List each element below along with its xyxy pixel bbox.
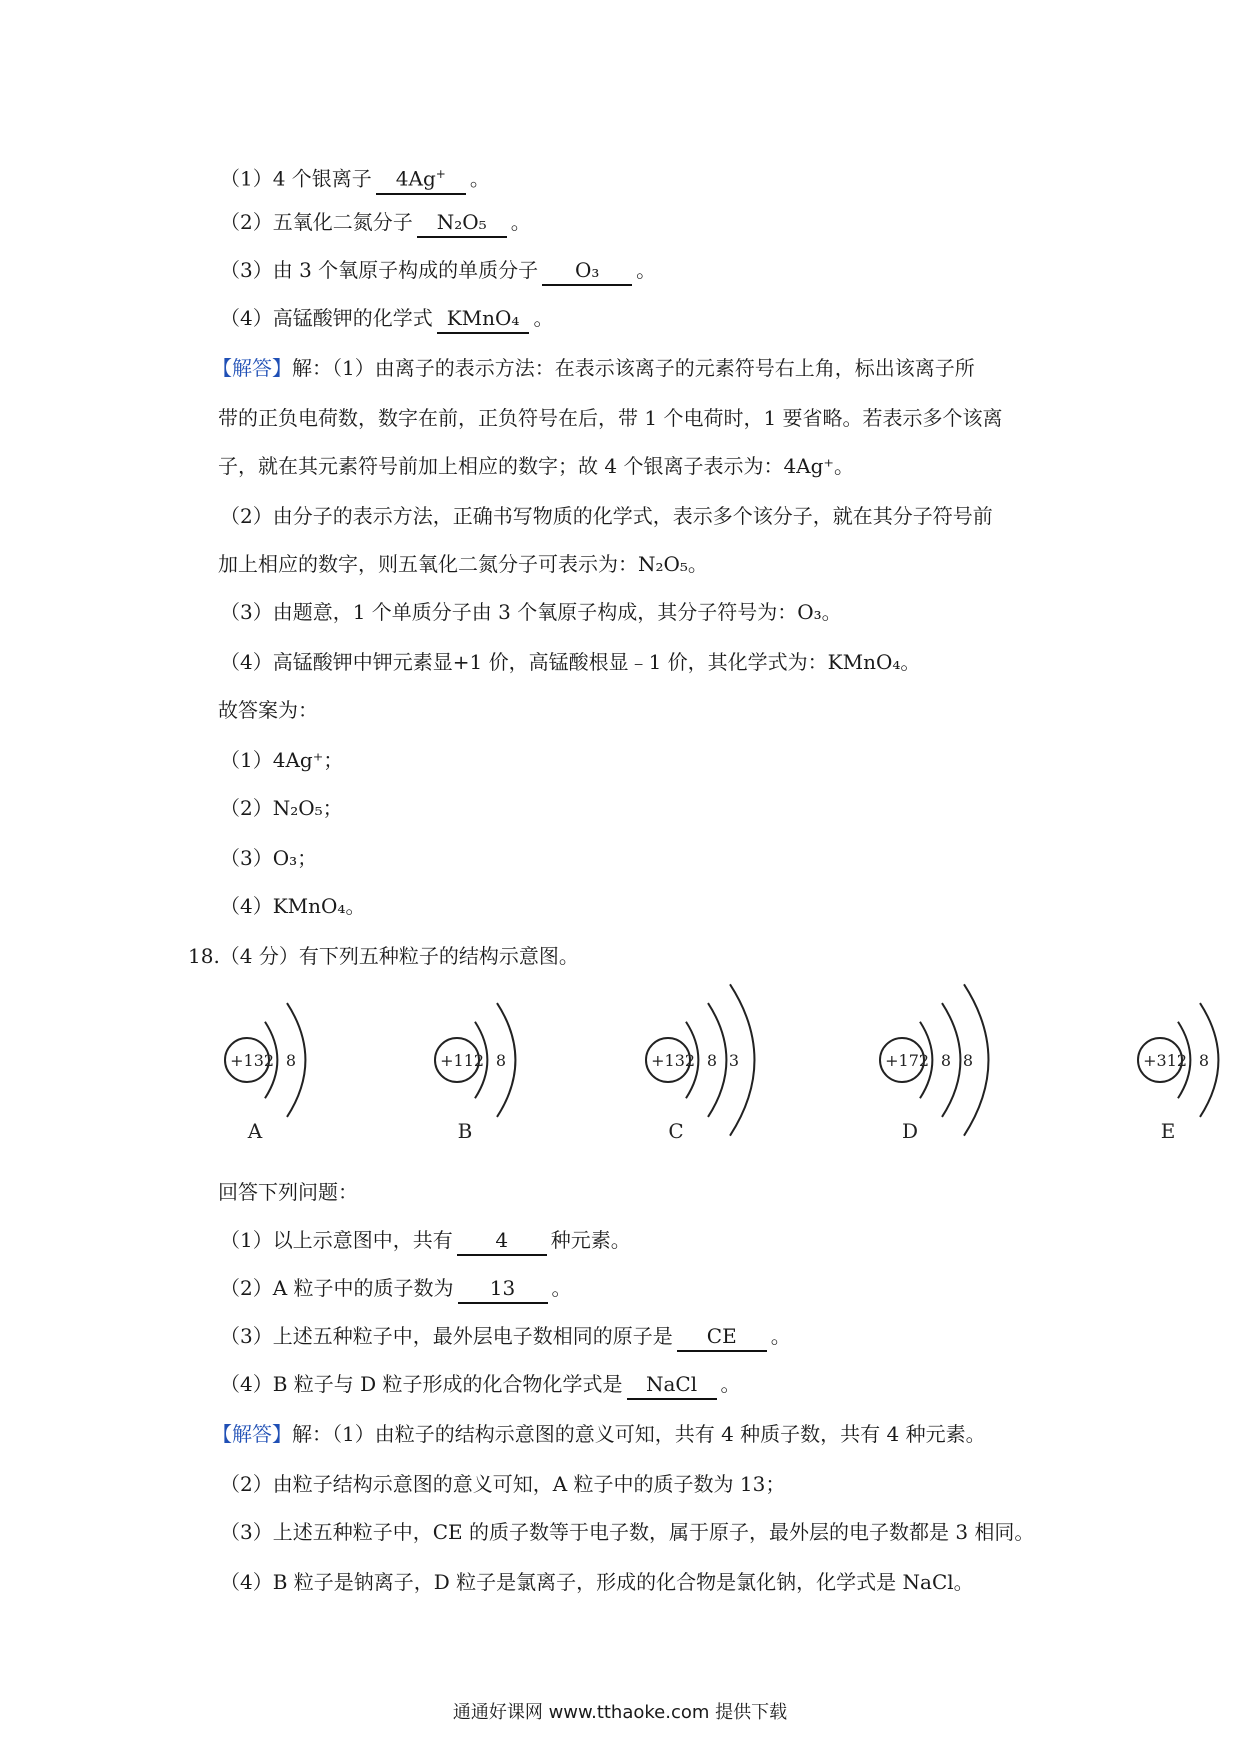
particle-label: C xyxy=(668,1119,684,1143)
q17-part-1-answer-main: 4Ag xyxy=(395,166,436,191)
q17-part-2-answer: N₂O₅ xyxy=(417,208,507,238)
nucleus-charge: +31 xyxy=(1143,1051,1177,1070)
q18-part-1-prefix: （1）以上示意图中，共有 xyxy=(220,1228,453,1252)
q18-part-2-prefix: （2）A 粒子中的质子数为 xyxy=(220,1276,454,1300)
shell-electron-count: 8 xyxy=(495,1051,507,1070)
shell-electron-count: 3 xyxy=(728,1051,740,1070)
q17-part-1-answer-charge: + xyxy=(435,167,446,181)
q18-part-1-answer: 4 xyxy=(457,1226,547,1256)
q18-part-3-answer: CE xyxy=(677,1322,767,1352)
atomic-structure-svg xyxy=(200,985,1240,1143)
atomic-structure-diagrams xyxy=(200,985,1240,1143)
q18-solution-line-2: （2）由粒子结构示意图的意义可知，A 粒子中的质子数为 13； xyxy=(220,1472,786,1496)
q17-solution-line-4: （2）由分子的表示方法，正确书写物质的化学式，表示多个该分子，就在其分子符号前 xyxy=(220,504,993,528)
q18-part-4-prefix: （4）B 粒子与 D 粒子形成的化合物化学式是 xyxy=(220,1372,623,1396)
particle-label: B xyxy=(457,1119,473,1143)
q18-part-4-answer: NaCl xyxy=(627,1370,717,1400)
q18-part-1-suffix: 种元素。 xyxy=(550,1228,631,1252)
q18-part-3-prefix: （3）上述五种粒子中，最外层电子数相同的原子是 xyxy=(220,1324,673,1348)
q18-solution-line-3: （3）上述五种粒子中，CE 的质子数等于电子数，属于原子，最外层的电子数都是 3 相同。 xyxy=(220,1520,1035,1544)
q18-solution-line-1 xyxy=(212,1420,986,1448)
q17-solution-text-1: 解：（1）由离子的表示方法：在表示该离子的元素符号右上角，标出该离子所 xyxy=(292,356,975,380)
q18-part-4-suffix: 。 xyxy=(720,1372,741,1396)
q18-part-4 xyxy=(220,1370,741,1400)
q17-part-2-suffix: 。 xyxy=(510,210,531,234)
q17-final-answer-2: （2）N₂O₅； xyxy=(220,796,343,820)
shell-electron-count: 2 xyxy=(263,1051,275,1070)
particle-c xyxy=(646,984,754,1143)
q17-part-3-suffix: 。 xyxy=(636,258,657,282)
q17-solution-line-2: 带的正负电荷数，数字在前，正负符号在后，带 1 个电荷时，1 要省略。若表示多个该离 xyxy=(218,406,1003,430)
nucleus-charge: +11 xyxy=(440,1051,474,1070)
q18-part-2-answer: 13 xyxy=(458,1274,548,1304)
q17-answer-heading: 故答案为： xyxy=(218,698,318,722)
q18-part-3 xyxy=(220,1322,791,1352)
q17-part-4-prefix: （4）高锰酸钾的化学式 xyxy=(220,306,433,330)
nucleus-charge: +17 xyxy=(885,1051,919,1070)
q18-prompt: 回答下列问题： xyxy=(218,1180,358,1204)
q17-part-1-suffix: 。 xyxy=(469,166,490,191)
q17-solution-line-6: （3）由题意，1 个单质分子由 3 个氧原子构成，其分子符号为：O₃。 xyxy=(220,600,842,624)
q18-solution-tag: 【解答】 xyxy=(212,1422,292,1446)
q17-solution-line-1 xyxy=(212,354,975,382)
q17-solution-line-3: 子，就在其元素符号前加上相应的数字；故 4 个银离子表示为：4Ag⁺。 xyxy=(218,454,854,478)
q17-part-4-answer: KMnO₄ xyxy=(437,304,530,334)
q17-part-3-answer: O₃ xyxy=(542,256,632,286)
q17-part-2-prefix: （2）五氧化二氮分子 xyxy=(220,210,413,234)
nucleus-charge: +13 xyxy=(230,1051,264,1070)
q17-part-1-answer xyxy=(376,160,466,195)
q17-part-1-prefix: （1）4 个银离子 xyxy=(220,166,372,191)
shell-electron-count: 8 xyxy=(962,1051,974,1070)
particle-b xyxy=(435,1003,515,1143)
q17-part-2 xyxy=(220,208,531,238)
q17-final-answer-1: （1）4Ag⁺； xyxy=(220,748,344,772)
q18-part-1 xyxy=(220,1226,631,1256)
q17-part-3 xyxy=(220,256,656,286)
shell-electron-count: 2 xyxy=(684,1051,696,1070)
q17-final-answer-3: （3）O₃； xyxy=(220,846,318,870)
particle-label: A xyxy=(247,1119,263,1143)
shell-electron-count: 2 xyxy=(918,1051,930,1070)
q18-stem: 18.（4 分）有下列五种粒子的结构示意图。 xyxy=(188,944,579,968)
shell-electron-count: 8 xyxy=(706,1051,718,1070)
shell-electron-count: 8 xyxy=(940,1051,952,1070)
q17-part-1 xyxy=(220,160,490,195)
q18-solution-text-1: 解：（1）由粒子的结构示意图的意义可知，共有 4 种质子数，共有 4 种元素。 xyxy=(292,1422,986,1446)
shell-electron-count: 2 xyxy=(1176,1051,1188,1070)
q17-solution-line-5: 加上相应的数字，则五氧化二氮分子可表示为：N₂O₅。 xyxy=(218,552,708,576)
q17-solution-tag: 【解答】 xyxy=(212,356,292,380)
shell-electron-count: 2 xyxy=(473,1051,485,1070)
particle-d xyxy=(880,984,988,1143)
q18-part-2-suffix: 。 xyxy=(551,1276,572,1300)
q17-part-3-prefix: （3）由 3 个氧原子构成的单质分子 xyxy=(220,258,539,282)
q18-part-2 xyxy=(220,1274,572,1304)
particle-e xyxy=(1138,1003,1218,1143)
q17-final-answer-4: （4）KMnO₄。 xyxy=(220,894,366,918)
shell-electron-count: 8 xyxy=(1198,1051,1210,1070)
particle-label: E xyxy=(1160,1119,1176,1143)
q18-part-3-suffix: 。 xyxy=(770,1324,791,1348)
q17-part-4 xyxy=(220,304,553,334)
shell-electron-count: 8 xyxy=(285,1051,297,1070)
nucleus-charge: +13 xyxy=(651,1051,685,1070)
q17-part-4-suffix: 。 xyxy=(533,306,554,330)
particle-a xyxy=(225,1003,305,1143)
q17-solution-line-7: （4）高锰酸钾中钾元素显+1 价，高锰酸根显﹣1 价，其化学式为：KMnO₄。 xyxy=(220,650,921,674)
particle-label: D xyxy=(901,1119,919,1143)
q18-solution-line-4: （4）B 粒子是钠离子，D 粒子是氯离子，形成的化合物是氯化钠，化学式是 NaCl。 xyxy=(220,1570,974,1594)
page-footer: 通通好课网 www.tthaoke.com 提供下载 xyxy=(452,1702,788,1723)
